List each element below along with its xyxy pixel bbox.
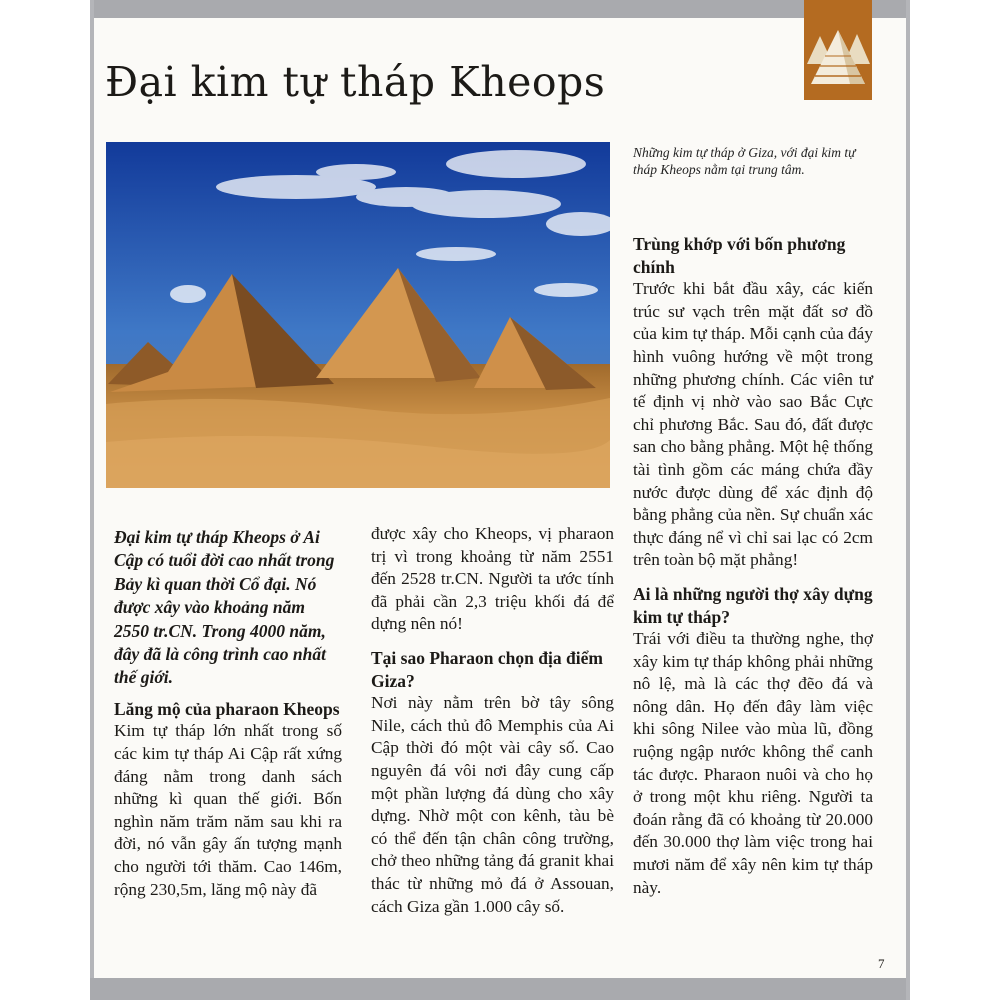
pyramids-icon xyxy=(804,0,872,100)
chapter-logo xyxy=(804,0,872,100)
section-heading-giza: Tại sao Pharaon chọn địa điểm Giza? xyxy=(371,647,603,691)
column-1 xyxy=(114,526,342,901)
column-2 xyxy=(371,523,614,918)
page-title: Đại kim tự tháp Kheops xyxy=(105,58,606,106)
intro-lead: Đại kim tự tháp Kheops ở Ai Cập có tuổi đời cao nhất trong Bảy kì quan thời Cổ đại. Nó được xây vào khoảng năm 2550 tr.CN. Trong 4000 năm, đây đã là công trình cao nhất thế giới. xyxy=(114,527,335,688)
giza-pyramids-photo xyxy=(106,142,610,488)
page-number: 7 xyxy=(878,956,885,971)
body-text-giza: Nơi này nằm trên bờ tây sông Nile, cách thủ đô Memphis của Ai Cập thời đó một vài cây số. Cao nguyên đá vôi nơi đây cung cấp một phần lượng đá dùng cho xây dựng. Nhờ một con kênh, tàu bè có thể đến tận chân công trường, chở theo những tảng đá granit khai thác từ những mỏ đá ở Assouan, cách Giza gần 1.000 cây số. xyxy=(371,693,614,916)
photo-caption: Những kim tự tháp ở Giza, với đại kim tự tháp Kheops nằm tại trung tâm. xyxy=(633,145,856,177)
body-text-orientation: Trước khi bắt đầu xây, các kiến trúc sư vạch trên mặt đất sơ đồ của kim tự tháp. Mỗi cạnh của đáy hình vuông hướng về một trong những phương chính. Các viên tư tế định vị nhờ vào sao Bắc Cực chỉ phương Bắc. Sau đó, đất được san cho bằng phẳng. Một hệ thống tài tình gồm các máng chứa đầy nước được dùng để xác định độ bằng phẳng của nền. Sự chuẩn xác thực đáng nể vì chỉ sai lạc có 2cm trên toàn bộ mặt phẳng! xyxy=(633,279,873,570)
scan-frame-bottom xyxy=(90,978,910,1000)
body-text-builders: Trái với điều ta thường nghe, thợ xây kim tự tháp không phải những nô lệ, mà là các thợ đẽo đá và nông dân. Họ đến đây làm việc khi sông Nilee vào mùa lũ, đồng ruộng ngập nước không thể canh tác được. Pharaon nuôi và cho họ ở trong một khu riêng. Người ta đoán rằng đã có khoảng từ 20.000 đến 30.000 thợ làm việc trong hai mươi năm để xây nên kim tự tháp này. xyxy=(633,629,873,897)
section-heading-builders: Ai là những người thợ xây dựng kim tự tháp? xyxy=(633,583,873,627)
scan-frame-right xyxy=(906,0,910,1000)
body-text-tomb: Kim tự tháp lớn nhất trong số các kim tự tháp Ai Cập rất xứng đáng nằm trong danh sách những kì quan thế giới. Bốn nghìn năm trăm năm sau khi ra đời, nó vẫn gây ấn tượng mạnh cho người tới thăm. Cao 146m, rộng 230,5m, lăng mộ này đã xyxy=(114,721,342,899)
scan-frame-top xyxy=(90,0,910,18)
section-heading-tomb: Lăng mộ của pharaon Kheops xyxy=(114,698,340,719)
body-text-continued: được xây cho Kheops, vị pharaon trị vì trong khoảng từ năm 2551 đến 2528 tr.CN. Người ta ước tính đã phải cần 2,3 triệu khối đá để dựng nên nó! xyxy=(371,524,614,634)
section-heading-orientation: Trùng khớp với bốn phương chính xyxy=(633,234,846,277)
column-3 xyxy=(633,233,873,899)
